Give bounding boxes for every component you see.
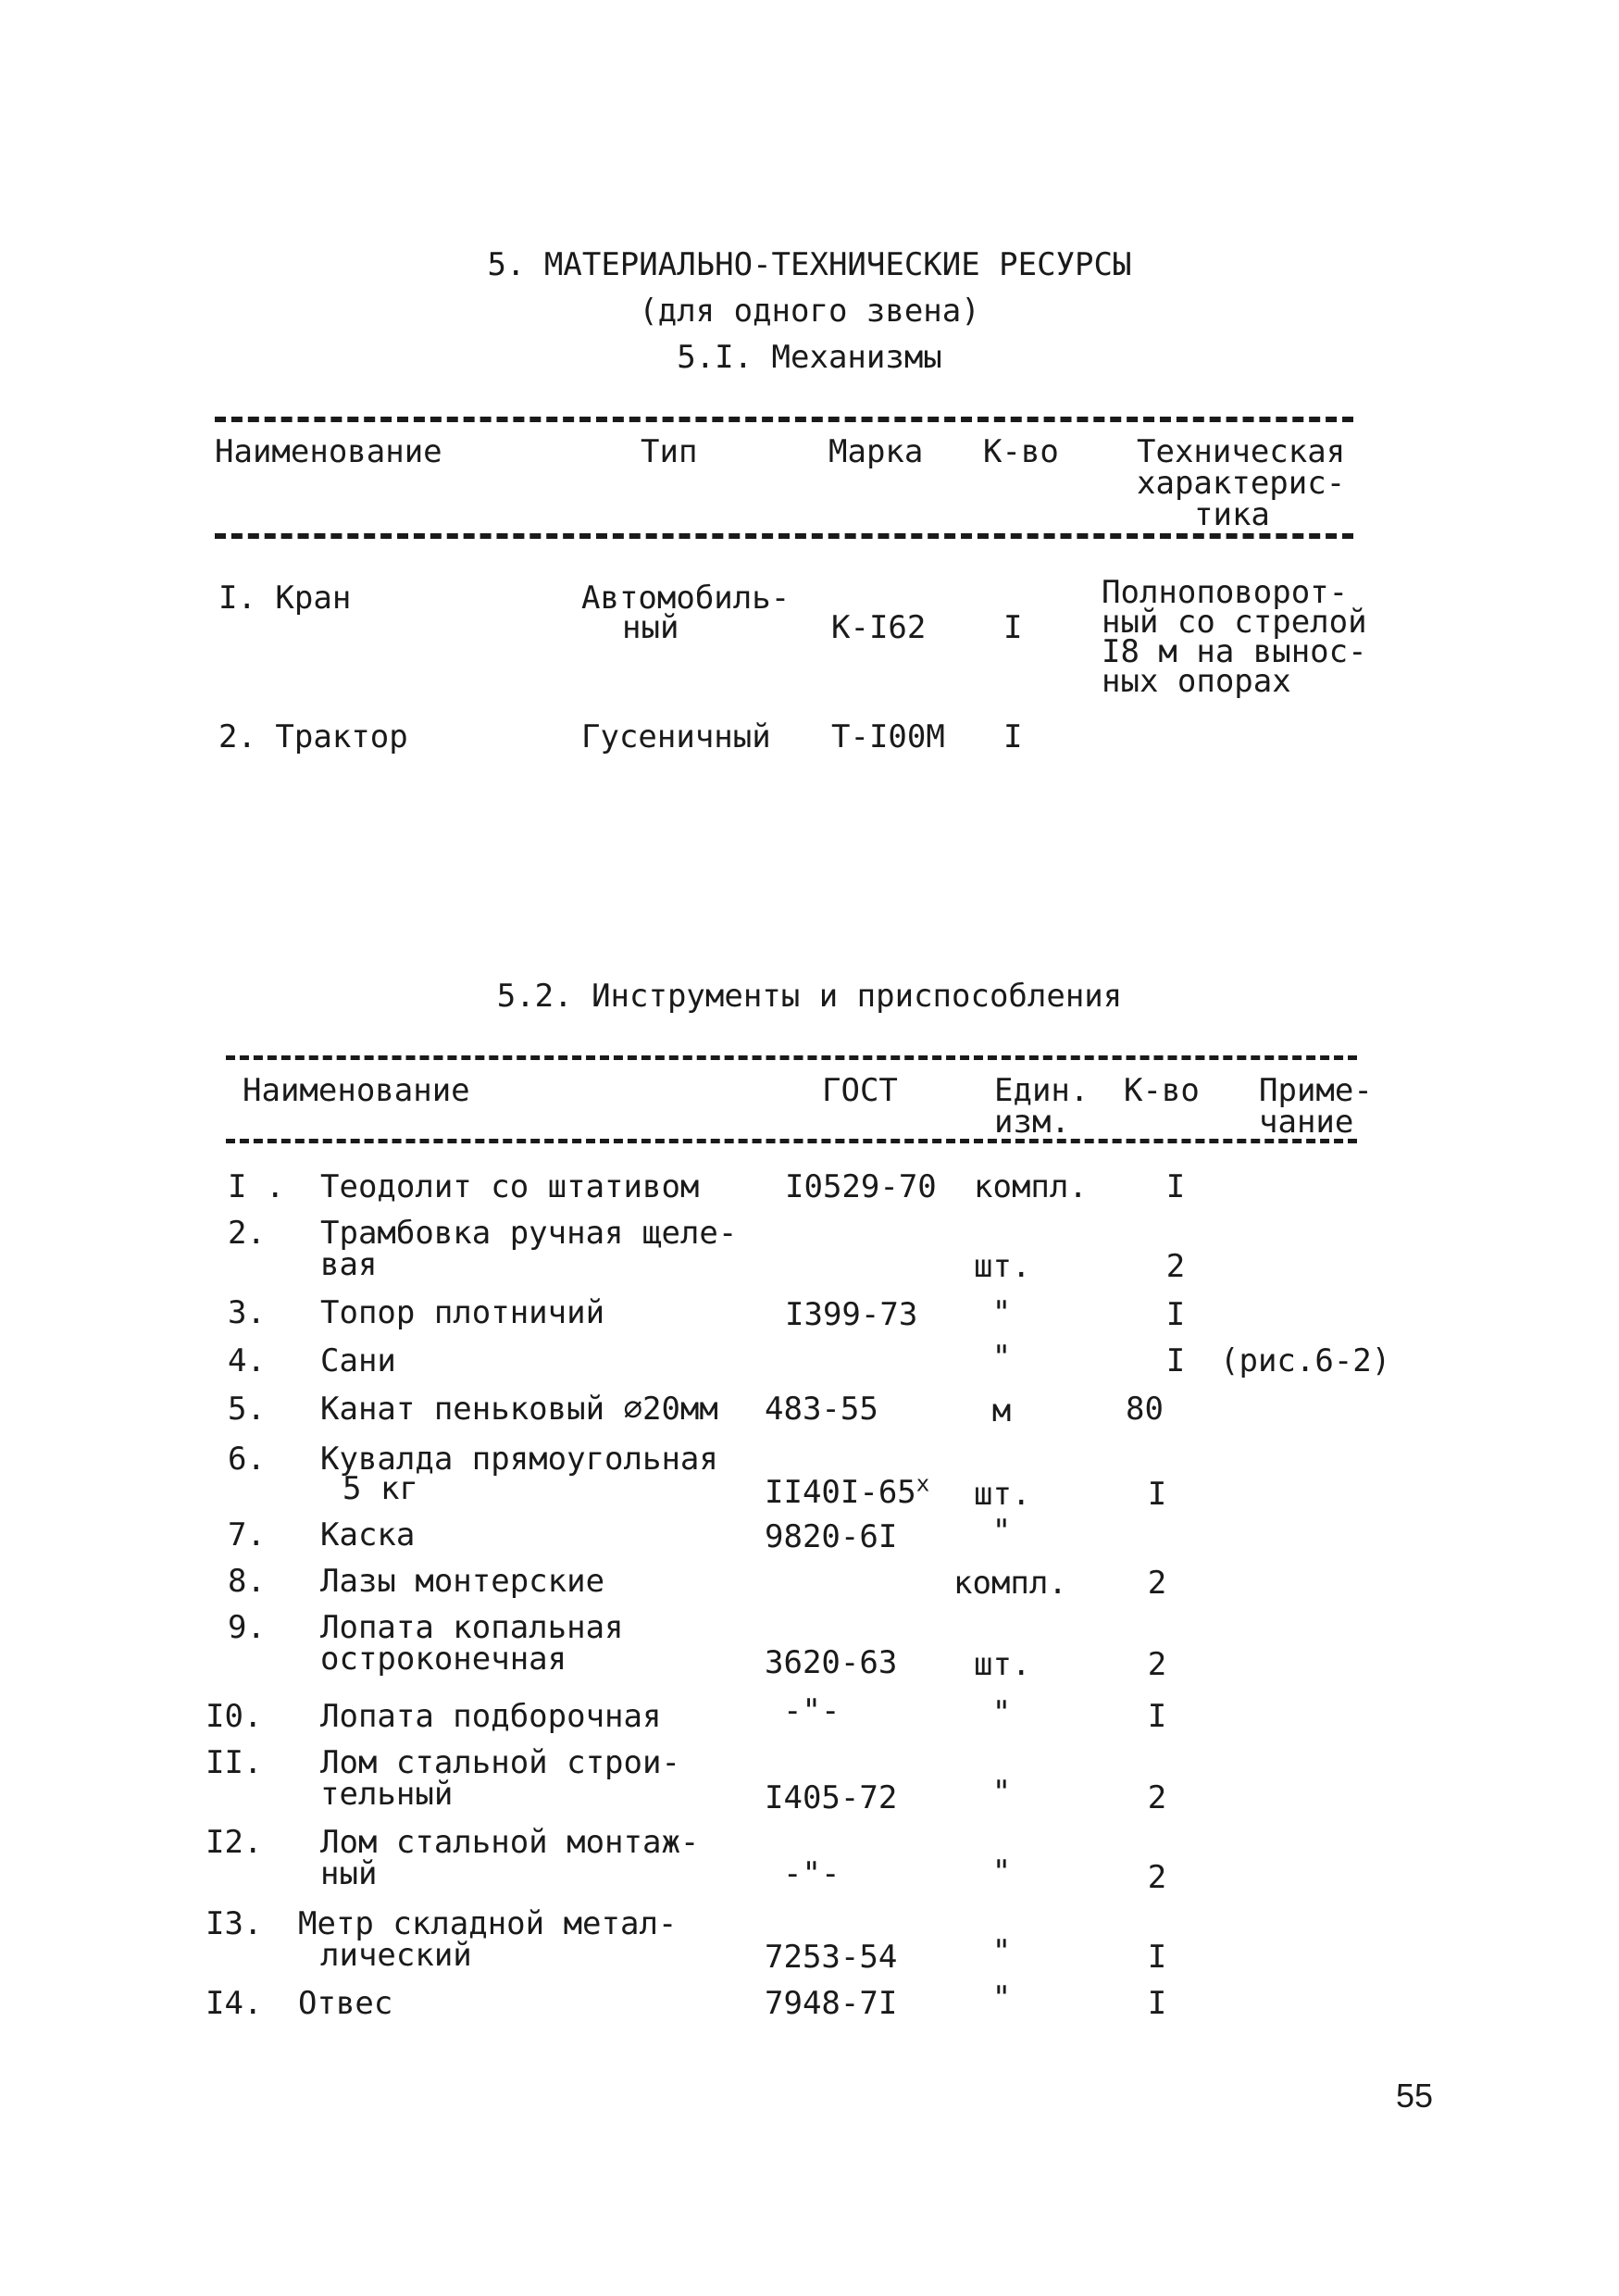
tool-row-6-name-1: Кувалда прямоугольная (320, 1441, 718, 1478)
tool-row-2-qty: 2 (1165, 1248, 1186, 1285)
tool-row-7-num: 7. (228, 1516, 266, 1554)
tool-row-2-unit: шт. (974, 1248, 1031, 1285)
tool-row-8-qty: 2 (1147, 1565, 1167, 1602)
tool-row-11-unit: " (991, 1774, 1012, 1811)
tools-title: 5.2. Инструменты и приспособления (496, 978, 1123, 1015)
section-title: 5. МАТЕРИАЛЬНО-ТЕХНИЧЕСКИЕ РЕСУРСЫ (487, 246, 1132, 283)
tool-row-11-name-1: Лом стальной строи- (320, 1744, 680, 1781)
mech-row-1-type-2: ный (622, 609, 679, 646)
tool-row-7-name: Каска (320, 1516, 416, 1554)
tool-row-6-num: 6. (228, 1441, 266, 1478)
tool-row-5-name: Канат пеньковый ∅20мм (320, 1391, 718, 1428)
tool-row-9-unit: шт. (974, 1646, 1031, 1683)
tool-row-12-num: I2. (205, 1824, 263, 1861)
mech-header-qty: К-во (983, 433, 1059, 470)
mechanisms-title: 5.I. Механизмы (677, 339, 942, 376)
tool-row-8-name: Лазы монтерские (320, 1563, 605, 1600)
tools-header-unit-2: изм. (994, 1104, 1070, 1141)
mech-row-1-name: I. Кран (218, 580, 352, 617)
tool-row-6-gost: II40I-65$^x$ (765, 1470, 930, 1511)
tool-row-12-qty: 2 (1147, 1859, 1167, 1896)
tools-header-bottom-rule (226, 1139, 1357, 1143)
mech-row-1-qty: I (1003, 609, 1023, 646)
tool-row-9-name-2: остроконечная (320, 1641, 567, 1678)
tool-row-14-unit: " (991, 1979, 1012, 2016)
tool-row-4-qty: I (1165, 1342, 1186, 1379)
tool-row-3-qty: I (1165, 1296, 1186, 1333)
tool-row-9-qty: 2 (1147, 1646, 1167, 1683)
tools-header-note-2: чание (1259, 1104, 1354, 1141)
mech-row-1-spec-3: I8 м на вынос- (1102, 633, 1367, 670)
tool-row-14-gost: 7948-7I (765, 1985, 898, 2022)
page-number: 55 (1396, 2077, 1434, 2115)
tool-row-12-gost: -"- (783, 1855, 841, 1892)
tool-row-11-gost: I405-72 (765, 1779, 898, 1816)
mech-row-1-type-1: Автомобиль- (581, 580, 791, 617)
tool-row-7-gost: 9820-6I (765, 1518, 898, 1555)
tool-row-12-name-2: ный (320, 1855, 378, 1892)
tool-row-11-name-2: тельный (320, 1776, 454, 1813)
tool-row-7-unit: " (991, 1513, 1012, 1550)
tool-row-10-qty: I (1147, 1698, 1167, 1735)
mech-header-name: Наименование (215, 433, 442, 470)
tool-row-6-unit: шт. (974, 1476, 1031, 1513)
mech-row-1-spec-2: ный со стрелой (1102, 604, 1367, 641)
tools-header-note-1: Приме- (1259, 1072, 1373, 1109)
tool-row-2-name-2: вая (320, 1246, 378, 1283)
tool-row-1-unit: компл. (974, 1168, 1088, 1205)
tool-row-10-gost: -"- (783, 1692, 841, 1729)
mech-row-1-brand: К-I62 (831, 609, 927, 646)
section-subtitle: (для одного звена) (639, 293, 980, 330)
tool-row-13-name-1: Метр складной метал- (298, 1905, 678, 1942)
tool-row-14-num: I4. (205, 1985, 263, 2022)
tool-row-1-num: I . (228, 1168, 285, 1205)
tool-row-10-unit: " (991, 1694, 1012, 1731)
tool-row-13-gost: 7253-54 (765, 1939, 898, 1976)
tool-row-14-name: Отвес (298, 1985, 393, 2022)
tool-row-6-name-2: 5 кг (342, 1470, 418, 1507)
mech-row-2-name: 2. Трактор (218, 718, 408, 755)
tool-row-9-gost: 3620-63 (765, 1644, 898, 1681)
tool-row-10-num: I0. (205, 1698, 263, 1735)
tool-row-13-name-2: лический (320, 1937, 472, 1974)
mech-row-2-qty: I (1003, 718, 1023, 755)
mech-row-1-spec-4: ных опорах (1102, 663, 1291, 700)
tools-header-unit-1: Един. (994, 1072, 1090, 1109)
tool-row-1-qty: I (1165, 1168, 1186, 1205)
tool-row-4-note: (рис.6-2) (1220, 1342, 1391, 1379)
tool-row-3-num: 3. (228, 1294, 266, 1331)
tool-row-2-num: 2. (228, 1215, 266, 1252)
tool-row-4-unit: " (991, 1339, 1012, 1376)
tool-row-6-qty: I (1147, 1476, 1167, 1513)
mech-header-spec-2: характерис- (1137, 465, 1346, 502)
tool-row-5-gost: 483-55 (765, 1391, 878, 1428)
tool-row-8-unit: компл. (953, 1565, 1067, 1602)
mech-header-brand: Марка (828, 433, 924, 470)
tool-row-5-num: 5. (228, 1391, 266, 1428)
tool-row-9-name-1: Лопата копальная (320, 1609, 624, 1646)
mech-row-1-spec-1: Полноповорот- (1102, 574, 1349, 611)
tool-row-13-num: I3. (205, 1905, 263, 1942)
tool-row-12-name-1: Лом стальной монтаж- (320, 1824, 700, 1861)
mechanisms-header-bottom-rule (215, 533, 1353, 539)
tools-header-gost: ГОСТ (822, 1072, 898, 1109)
tool-row-13-qty: I (1147, 1939, 1167, 1976)
tool-row-12-unit: " (991, 1853, 1012, 1890)
tool-row-5-unit: м (991, 1392, 1012, 1429)
mech-header-spec-3: тика (1194, 496, 1270, 533)
tool-row-3-gost: I399-73 (785, 1296, 918, 1333)
tool-row-1-name: Теодолит со штативом (320, 1168, 700, 1205)
tool-row-14-qty: I (1147, 1985, 1167, 2022)
tool-row-11-num: II. (205, 1744, 263, 1781)
mech-row-2-brand: Т-I00М (831, 718, 945, 755)
tool-row-8-num: 8. (228, 1563, 266, 1600)
tool-row-3-name: Топор плотничий (320, 1294, 605, 1331)
tools-header-qty: К-во (1124, 1072, 1200, 1109)
tool-row-9-num: 9. (228, 1609, 266, 1646)
mechanisms-header-top-rule (215, 417, 1353, 422)
tools-header-top-rule (226, 1055, 1357, 1060)
tools-header-name: Наименование (243, 1072, 470, 1109)
tool-row-3-unit: " (991, 1294, 1012, 1331)
tool-row-2-name-1: Трамбовка ручная щеле- (320, 1215, 738, 1252)
mech-header-spec-1: Техническая (1137, 433, 1346, 470)
tool-row-5-qty: 80 (1126, 1391, 1164, 1428)
tool-row-10-name: Лопата подборочная (320, 1698, 662, 1735)
tool-row-1-gost: I0529-70 (785, 1168, 937, 1205)
tool-row-4-num: 4. (228, 1342, 266, 1379)
tool-row-11-qty: 2 (1147, 1779, 1167, 1816)
tool-row-13-unit: " (991, 1933, 1012, 1970)
mech-header-type: Тип (641, 433, 698, 470)
mech-row-2-type: Гусеничный (581, 718, 771, 755)
tool-row-4-name: Сани (320, 1342, 396, 1379)
